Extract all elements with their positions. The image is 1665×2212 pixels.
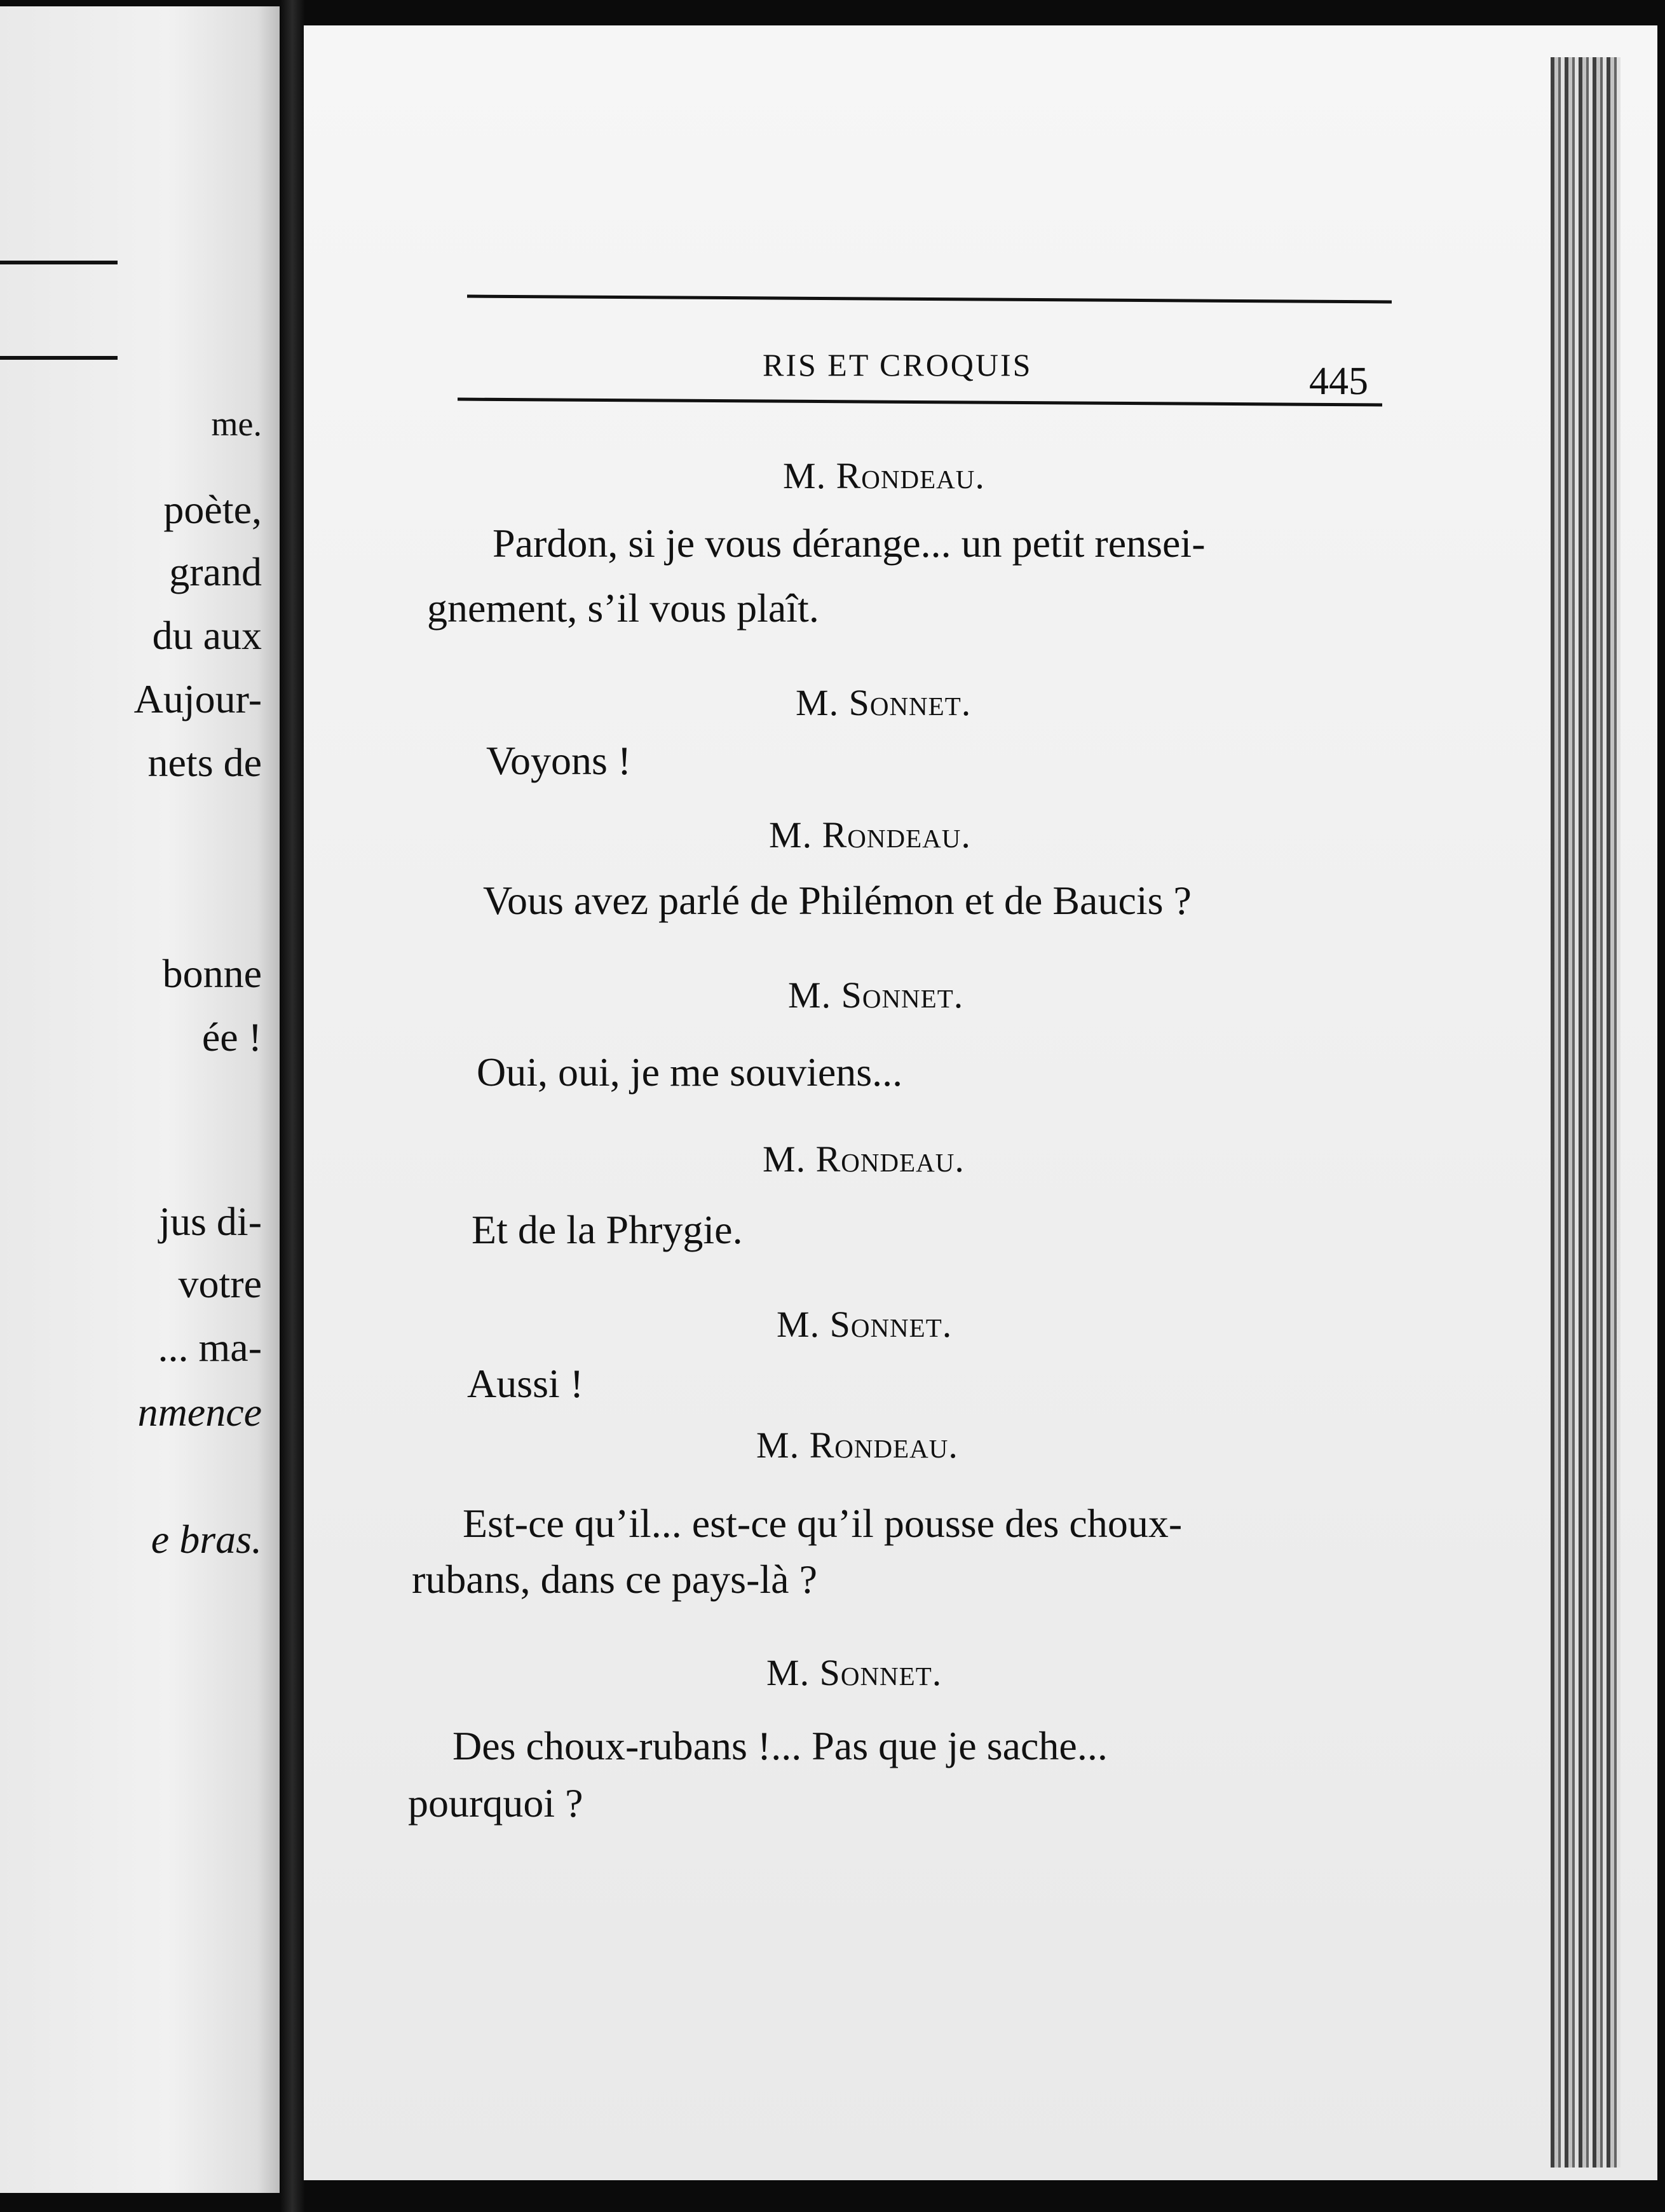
speaker-heading: M. Sonnet. — [766, 1652, 942, 1693]
left-text-line: bonne — [162, 951, 262, 996]
speaker-heading: M. Sonnet. — [796, 682, 972, 723]
speaker-heading: M. Rondeau. — [763, 1138, 965, 1180]
left-text-line: e bras. — [151, 1517, 262, 1562]
dialogue-line: pourquoi ? — [408, 1780, 583, 1826]
left-text-line: du aux — [152, 613, 262, 658]
dialogue-line: Des choux-rubans !... Pas que je sache... — [452, 1723, 1108, 1768]
dialogue-line: rubans, dans ce pays-là ? — [412, 1557, 817, 1602]
left-text-line: nets de — [147, 740, 262, 785]
speaker-heading: M. Rondeau. — [769, 814, 971, 856]
left-rule-bottom — [0, 356, 118, 360]
dialogue-line: Vous avez parlé de Philémon et de Baucis ? — [483, 878, 1192, 923]
speaker-heading: M. Sonnet. — [777, 1304, 953, 1345]
dialogue-line: Est-ce qu’il... est-ce qu’il pousse des choux- — [463, 1501, 1183, 1546]
left-text-line: nmence — [137, 1389, 262, 1435]
page-number: 445 — [1309, 360, 1368, 403]
dialogue-line: Pardon, si je vous dérange... un petit rensei- — [493, 521, 1206, 566]
left-text-line: Aujour- — [133, 676, 262, 721]
speaker-heading: M. Sonnet. — [788, 974, 964, 1016]
left-rule-top — [0, 261, 118, 264]
left-text-line: grand — [169, 549, 262, 594]
speaker-heading: M. Rondeau. — [756, 1424, 958, 1466]
running-head: RIS ET CROQUIS — [763, 347, 1033, 383]
left-text-line: votre — [178, 1261, 262, 1306]
dialogue-line: Aussi ! — [467, 1361, 584, 1406]
dialogue-line: gnement, s’il vous plaît. — [427, 585, 819, 631]
left-text-line: me. — [211, 405, 262, 443]
left-text-line: ée ! — [201, 1014, 262, 1060]
dialogue-line: Voyons ! — [486, 738, 632, 783]
left-text-line: jus di- — [159, 1199, 262, 1244]
dialogue-line: Oui, oui, je me souviens... — [477, 1049, 903, 1095]
left-text-line: poète, — [163, 487, 262, 532]
book-gutter — [280, 0, 305, 2212]
speaker-heading: M. Rondeau. — [783, 455, 985, 496]
left-facing-page — [0, 6, 290, 2193]
dialogue-line: Et de la Phrygie. — [472, 1207, 743, 1252]
left-text-line: ... ma- — [158, 1325, 262, 1370]
page-edge-stack — [1551, 57, 1621, 2168]
